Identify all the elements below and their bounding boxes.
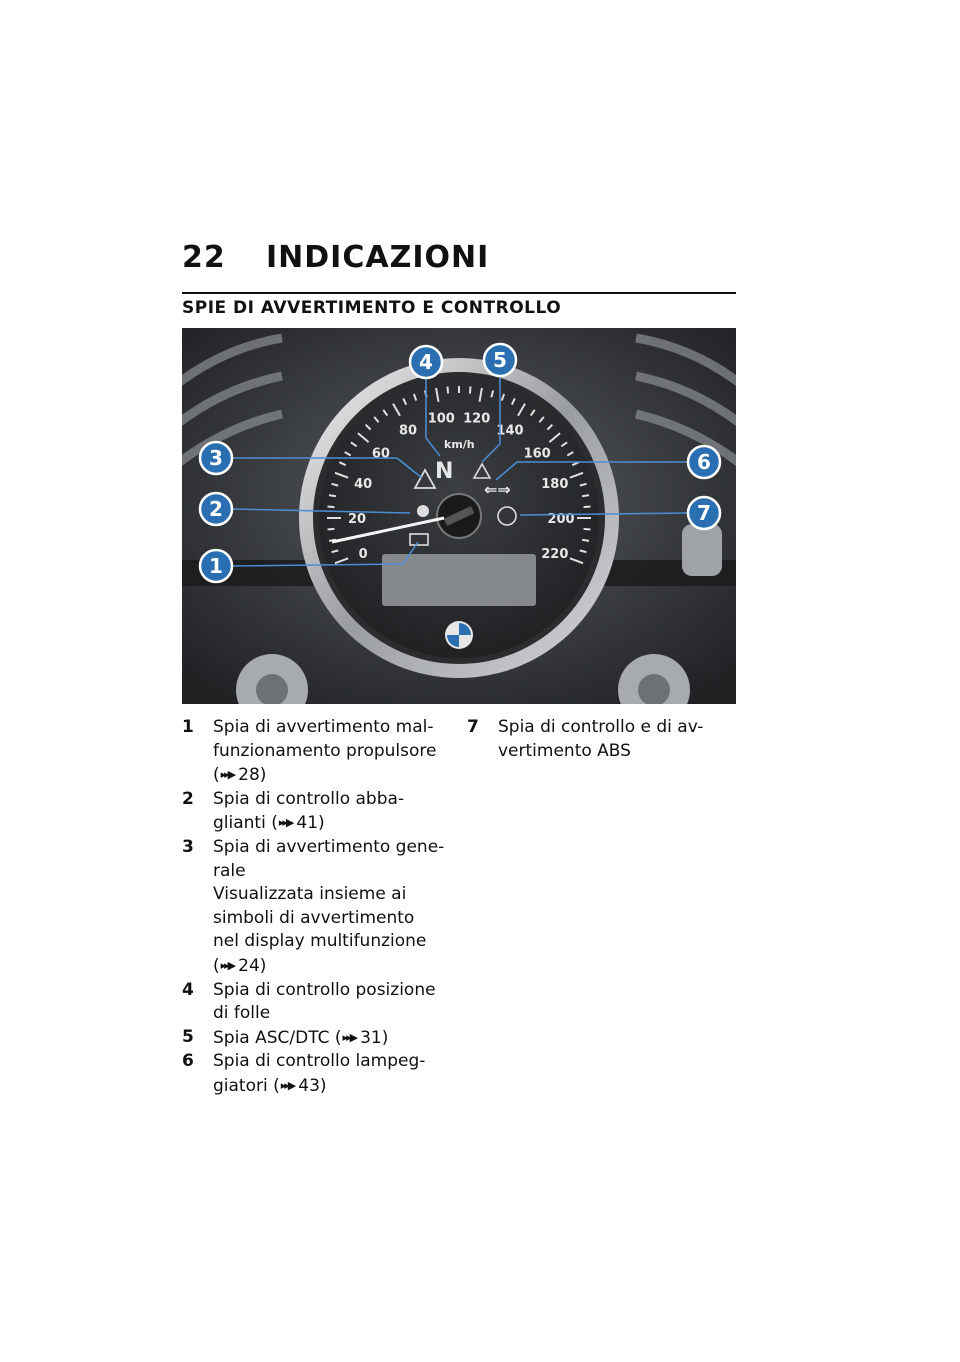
gauge-tick xyxy=(470,387,471,394)
svg-text:6: 6 xyxy=(697,450,711,474)
legend-item-number: 6 xyxy=(182,1051,194,1072)
page-reference-arrow-icon: ▸▸▶ xyxy=(220,958,235,972)
page-reference-arrow-icon: ▸▸▶ xyxy=(280,1078,295,1092)
legend-item xyxy=(182,979,442,1026)
legend-line: vertimento ABS xyxy=(498,740,631,761)
legend-line: di folle xyxy=(213,1003,271,1024)
low-beam-icon xyxy=(417,505,429,517)
gauge-tick xyxy=(328,506,335,507)
instrument-cluster-illustration xyxy=(182,328,736,704)
svg-text:1: 1 xyxy=(209,554,223,578)
svg-text:2: 2 xyxy=(209,497,223,521)
legend-item xyxy=(182,1026,442,1051)
legend-line: Spia di controllo lampeg- xyxy=(213,1051,426,1072)
gauge-tick xyxy=(584,529,591,530)
svg-text:3: 3 xyxy=(209,446,223,470)
legend-item-number: 3 xyxy=(182,836,194,857)
legend-line xyxy=(213,954,444,979)
gauge-tick xyxy=(329,495,336,496)
callout-marker-5 xyxy=(484,344,516,376)
legend-line: Spia di avvertimento gene- xyxy=(213,836,445,857)
page-reference-link[interactable]: (▸▸▶ 43) xyxy=(273,1075,327,1096)
page-reference-arrow-icon: ▸▸▶ xyxy=(220,768,235,782)
speed-scale-label: 20 xyxy=(347,512,367,527)
speed-scale-label: 120 xyxy=(463,411,491,427)
legend-item xyxy=(467,716,737,763)
gauge-tick xyxy=(328,529,335,530)
speed-scale-label: 100 xyxy=(427,411,455,427)
legend-item xyxy=(182,716,442,788)
instrument-cluster-figure xyxy=(182,328,736,704)
section-title: SPIE DI AVVERTIMENTO E CONTROLLO xyxy=(182,298,562,318)
legend-line: giatori (▸▸▶ 43) xyxy=(213,1075,327,1096)
callout-marker-2 xyxy=(200,493,232,525)
legend-item-text xyxy=(213,1026,442,1051)
legend-item-number: 7 xyxy=(467,717,479,737)
chapter-title: INDICAZIONI xyxy=(266,240,490,275)
page-reference-link[interactable]: (▸▸▶ 41) xyxy=(271,813,325,834)
legend-line xyxy=(213,763,442,788)
page-reference-link[interactable]: (▸▸▶ 24) xyxy=(213,955,267,976)
callout-marker-3 xyxy=(200,442,232,474)
speed-scale-label: 220 xyxy=(541,546,569,562)
speed-scale-label: 0 xyxy=(358,546,368,562)
gauge-tick xyxy=(582,495,589,496)
legend-line: Visualizzata insieme ai xyxy=(213,884,407,905)
speed-scale-label: 180 xyxy=(541,477,569,493)
header-divider xyxy=(182,292,736,294)
speed-scale-label: 40 xyxy=(354,477,373,493)
page-reference-link[interactable]: (▸▸▶ 28) xyxy=(213,765,267,786)
page-number: 22 xyxy=(182,240,226,275)
legend-item-number: 2 xyxy=(182,788,194,809)
legend-item-number: 4 xyxy=(182,979,194,1000)
svg-text:7: 7 xyxy=(697,501,711,525)
legend-item xyxy=(182,1050,442,1098)
speed-scale-label: 160 xyxy=(523,446,551,462)
callout-marker-6 xyxy=(688,446,720,478)
legend-item-text xyxy=(213,979,442,1026)
speed-scale-label: 200 xyxy=(547,512,575,527)
legend-line: nel display multifunzione xyxy=(213,931,427,952)
neutral-indicator: N xyxy=(435,459,454,484)
turn-signal-icon: ⇐⇒ xyxy=(484,480,511,499)
svg-text:5: 5 xyxy=(493,348,507,372)
speed-unit-label: km/h xyxy=(444,438,475,451)
page-header xyxy=(182,240,736,275)
legend-line: funzionamento propulsore xyxy=(213,740,437,761)
legend-line: rale xyxy=(213,860,246,881)
legend-column-right xyxy=(467,716,737,763)
legend-line: Spia di avvertimento mal- xyxy=(213,717,434,737)
legend-line: Spia ASC/DTC (▸▸▶ 31) xyxy=(213,1027,389,1048)
callout-marker-1 xyxy=(200,550,232,582)
callout-marker-7 xyxy=(688,497,720,529)
legend-item-text xyxy=(498,716,737,763)
callout-marker-4 xyxy=(410,346,442,378)
legend-line: Spia di controllo abba- xyxy=(213,788,405,809)
legend-item-text xyxy=(213,1050,442,1098)
page-reference-arrow-icon: ▸▸▶ xyxy=(342,1030,357,1044)
speed-scale-label: 60 xyxy=(371,446,390,462)
legend-line: Spia di controllo e di av- xyxy=(498,717,704,737)
page-reference-arrow-icon: ▸▸▶ xyxy=(278,816,293,830)
gauge-tick xyxy=(584,506,591,507)
legend-line: Spia di controllo posizione xyxy=(213,979,436,1000)
legend-line: simboli di avvertimento xyxy=(213,907,415,928)
legend-line: glianti (▸▸▶ 41) xyxy=(213,813,325,834)
legend-item-text xyxy=(213,788,442,836)
legend-item-text xyxy=(213,836,444,979)
speed-scale-label: 140 xyxy=(496,423,524,439)
svg-text:4: 4 xyxy=(419,350,433,374)
gauge-tick xyxy=(582,540,589,541)
speed-scale-label: 80 xyxy=(398,423,418,439)
gauge-tick xyxy=(447,387,448,394)
legend-item-number: 5 xyxy=(182,1026,194,1047)
legend-item-number: 1 xyxy=(182,717,194,737)
legend-item xyxy=(182,836,445,979)
legend-column-left xyxy=(182,716,445,1099)
page-reference-link[interactable]: (▸▸▶ 31) xyxy=(334,1027,389,1048)
legend-item xyxy=(182,788,442,836)
legend-item-text xyxy=(213,716,442,788)
